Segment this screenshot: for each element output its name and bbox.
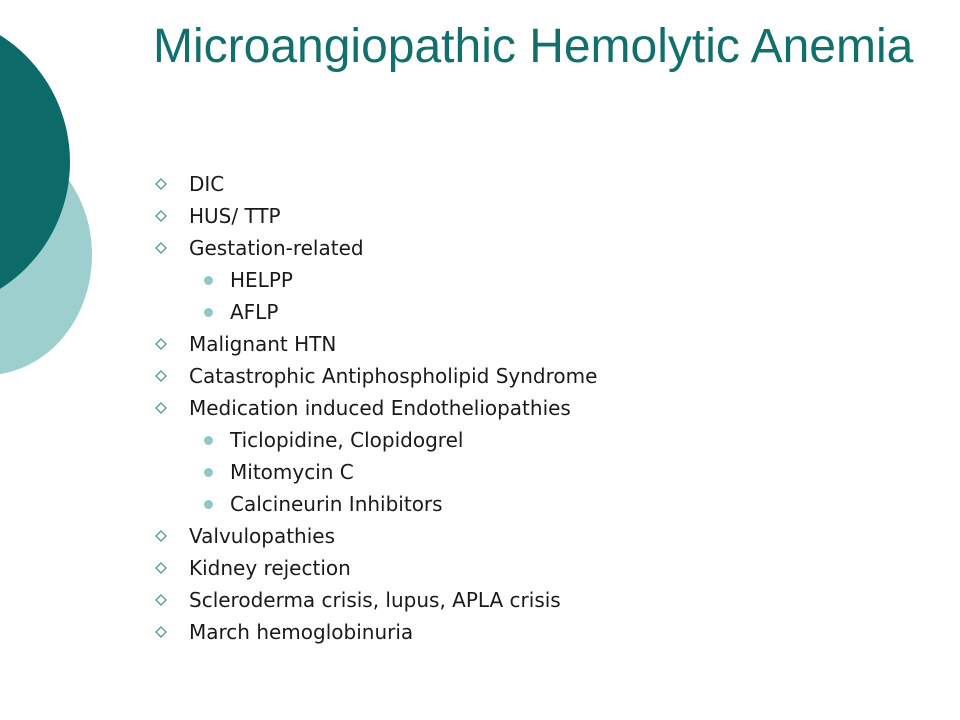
list-item [155, 168, 935, 200]
dot-bullet-icon [204, 436, 213, 445]
list-item-text: Scleroderma crisis, lupus, APLA crisis [189, 588, 561, 612]
list-item-text: Gestation-related [189, 236, 364, 260]
list-item-text: Malignant HTN [189, 332, 337, 356]
list-item-text: HUS/ TTP [189, 204, 281, 228]
sub-list-item [155, 264, 935, 296]
list-item-text: AFLP [230, 300, 279, 324]
sub-list-item [155, 456, 935, 488]
diamond-bullet-icon [155, 594, 167, 606]
list-item-text: Valvulopathies [189, 524, 335, 548]
sub-list-item [155, 488, 935, 520]
list-item [155, 232, 935, 264]
list-item-text: HELPP [230, 268, 293, 292]
list-item [155, 584, 935, 616]
list-item-text: Mitomycin C [230, 460, 354, 484]
list-item [155, 360, 935, 392]
list-item [155, 616, 935, 648]
list-item-text: Medication induced Endotheliopathies [189, 396, 571, 420]
list-item [155, 520, 935, 552]
list-item-text: Ticlopidine, Clopidogrel [230, 428, 464, 452]
list-item-text: Calcineurin Inhibitors [230, 492, 443, 516]
diamond-bullet-icon [155, 562, 167, 574]
list-item-text: Kidney rejection [189, 556, 351, 580]
slide-title: Microangiopathic Hemolytic Anemia [153, 20, 914, 73]
dot-bullet-icon [204, 276, 213, 285]
list-item-text: Catastrophic Antiphospholipid Syndrome [189, 364, 598, 388]
diamond-bullet-icon [155, 210, 167, 222]
diamond-bullet-icon [155, 242, 167, 254]
list-item-text: DIC [189, 172, 225, 196]
dot-bullet-icon [204, 500, 213, 509]
diamond-bullet-icon [155, 402, 167, 414]
diamond-bullet-icon [155, 370, 167, 382]
bullet-list [155, 168, 935, 648]
list-item [155, 392, 935, 424]
sub-list-item [155, 424, 935, 456]
dot-bullet-icon [204, 468, 213, 477]
list-item [155, 200, 935, 232]
diamond-bullet-icon [155, 338, 167, 350]
dot-bullet-icon [204, 308, 213, 317]
diamond-bullet-icon [155, 530, 167, 542]
diamond-bullet-icon [155, 178, 167, 190]
list-item [155, 552, 935, 584]
sub-list-item [155, 296, 935, 328]
list-item-text: March hemoglobinuria [189, 620, 414, 644]
diamond-bullet-icon [155, 626, 167, 638]
list-item [155, 328, 935, 360]
